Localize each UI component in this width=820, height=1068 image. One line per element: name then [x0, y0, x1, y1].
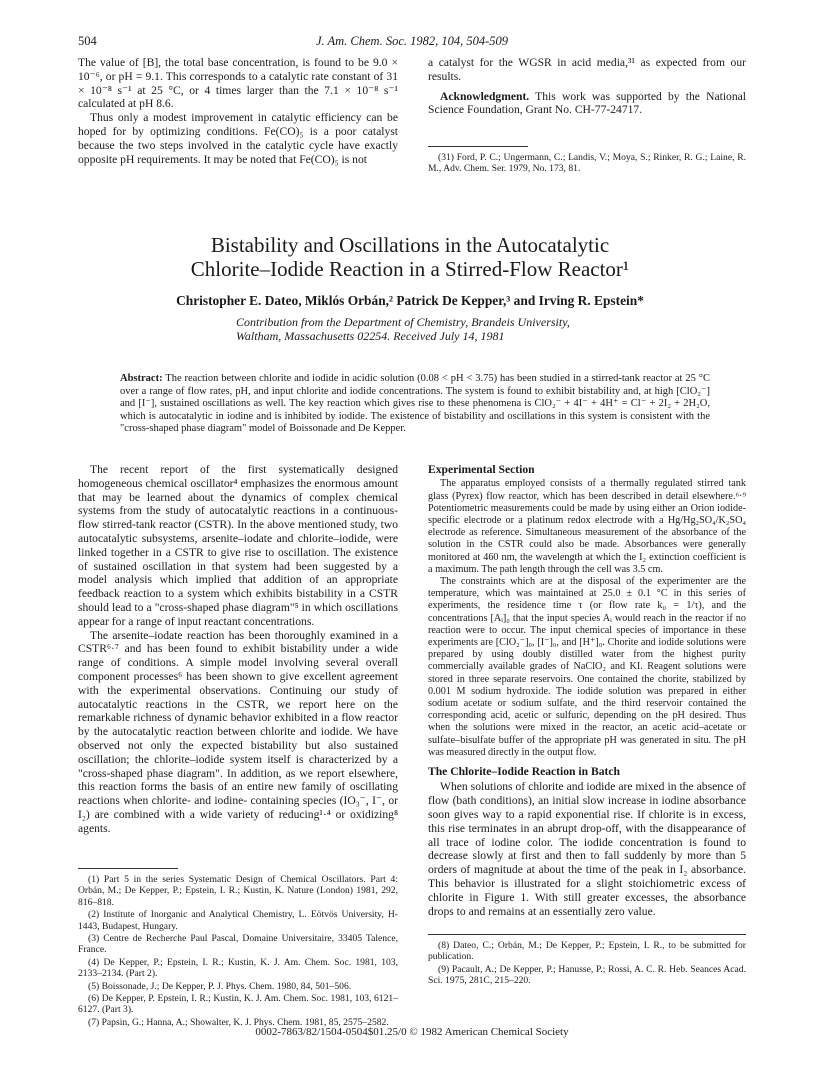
footnote-8: (8) Dateo, C.; Orbán, M.; De Kepper, P.; Epstein, I. R., to be submitted for publication.	[428, 940, 746, 963]
acknowledgment-heading: Acknowledgment.	[440, 89, 530, 103]
affiliation-line-1: Contribution from the Department of Chemistry, Brandeis University,	[236, 315, 570, 329]
prev-article-left-column	[78, 56, 398, 166]
abstract-text: The reaction between chlorite and iodide in acidic solution (0.08 < pH < 3.75) has been studied in a stirred-tank reactor at 25 °C over a range of flow rates, pH, and input chlorite and iodide concentrations. The system is found to exhibit bistability and, at high [ClO₂⁻] and [I⁻], sustained oscillations as well. The key reaction which gives rise to these phenomena is ClO₂⁻ + 4I⁻ + 4H⁺ = Cl⁻ + 2I₂ + 2H₂O, which is autocatalytic in iodine and is inhibited by iodide. The existence of bistability and oscillations in this system is consistent with the "cross-shaped phase diagram" model of Boissonade and De Kepper.	[120, 373, 710, 435]
page-footer: 0002-7863/82/1504-0504$01.25/0 © 1982 American Chemical Society	[255, 1026, 569, 1038]
prev-footnotes	[428, 152, 746, 176]
footnote-rule-top	[428, 146, 528, 147]
running-header	[78, 34, 746, 50]
article-title	[100, 233, 720, 281]
affiliation-line-2: Waltham, Massachusetts 02254. Received July 14, 1981	[236, 329, 505, 343]
footnote-9: (9) Pacault, A.; De Kepper, P.; Hanusse, P.; Rossi, A. C. R. Heb. Seances Acad. Sci. 1975, 281C, 215–220.	[428, 963, 746, 987]
batch-paragraph-1: When solutions of chlorite and iodide are mixed in the absence of flow (bath conditions), an initial slow increase in iodine absorbance soon gives way to a rapid exponential rise. If chlorite is in excess, this rise terminates in an abrupt drop-off, with the disappearance of all trace of iodine color. The iodide concentration is found to decrease slowly at first and then to fall suddenly by more than 5 orders of magnitude at about the time of the peak in I₂ absorbance. This behavior is illustrated for a slight stoichiometric excess of chlorite in Figure 1. With still greater excesses, the absorbance drops to and remains at an essentially zero value.	[428, 780, 746, 918]
footnote-rule-right	[428, 934, 746, 935]
footnote-4: (4) De Kepper, P.; Epstein, I. R.; Kustin, K. J. Am. Chem. Soc. 1981, 103, 2133–2134. (Part 2).	[78, 956, 398, 980]
body-right-column	[428, 463, 746, 918]
experimental-paragraph-1: The apparatus employed consists of a thermally regulated stirred tank glass (Pyrex) flow reactor, which has been described in detail elsewhere.⁶·⁹ Potentiometric measurements could be made by using either an Orion iodide-specific electrode or a platinum redox electrode with a Hg/Hg₂SO₄/K₂SO₄ electrode as reference. Simultaneous measurement of the absorbance of the solution in the CSTR could also be made. Absorbances were generally monitored at 460 nm, the wavelength at which the I₂ extinction coefficient is a maximum. The path length through the cell was 3.5 cm.	[428, 478, 746, 575]
footnote-3: (3) Centre de Recherche Paul Pascal, Domaine Universitaire, 33405 Talence, France.	[78, 933, 398, 956]
footnote-2: (2) Institute of Inorganic and Analytical Chemistry, L. Eötvös University, H-1443, Budapest, Hungary.	[78, 909, 398, 932]
prev-article-right-column	[428, 56, 746, 117]
prev-right-paragraph-1: a catalyst for the WGSR in acid media,³¹ as expected from our results.	[428, 56, 746, 83]
footnote-7: (7) Papsin, G.; Hanna, A.; Showalter, K. J. Phys. Chem. 1981, 85, 2575–2582.	[88, 1016, 389, 1028]
abstract	[120, 373, 710, 436]
footnotes-right	[428, 940, 746, 988]
body-left-column	[78, 463, 398, 836]
experimental-paragraph-2: The constraints which are at the disposal of the experimenter are the temperature, which was maintained at 25.0 ± 0.1 °C in this series of experiments, the residence time τ (or flow rate k₀ = 1/τ), and the concentrations [Aᵢ]₀ that the input species Aᵢ would reach in the reactor if no reaction were to occur. The input chemical species of importance in these experiments are [ClO₂⁻]₀, [I⁻]₀, and [H⁺]₀. Chorite and iodide solutions were prepared by using doubly distilled water from the highest purity commercially available grades of NaClO₂ and KI. Reagent solutions were stored in three separate reservoirs. One contained the chorite, stabilized by 0.001 M sodium hydroxide. The iodide solution was prepared in either sodium acetate or sodium sulfate, and the third reservoir contained the corresponding acid, acetic or sulfuric, depending on the pH desired. Thus when the solutions were mixed in the reactor, an acetic acid–acetate or sulfate–bisulfate buffer of the appropriate pH was generated in situ. The pH was measured directly in the output flow.	[428, 576, 746, 758]
footnote-1: (1) Part 5 in the series Systematic Design of Chemical Oscillators. Part 4: Orbán, M.; De Kepper, P.; Epstein, I. R.; Kustin, K. Nature (London) 1981, 292, 816–818.	[78, 874, 398, 908]
author-list: Christopher E. Dateo, Miklós Orbán,² Patrick De Kepper,³ and Irving R. Epstein*	[176, 293, 644, 308]
batch-section-heading: The Chlorite–Iodide Reaction in Batch	[428, 765, 620, 779]
journal-citation: J. Am. Chem. Soc. 1982, 104, 504-509	[315, 34, 509, 48]
footnotes-left	[78, 874, 398, 1029]
experimental-section-heading: Experimental Section	[428, 463, 535, 476]
footnote-5: (5) Boissonade, J.; De Kepper, P. J. Phys. Chem. 1980, 84, 501–506.	[88, 980, 352, 992]
article-title-line-1: Bistability and Oscillations in the Autocatalytic	[210, 233, 610, 257]
prev-left-paragraph-2: Thus only a modest improvement in catalytic efficiency can be hoped for by optimizing conditions. Fe(CO)₅ is a poor catalyst because the two steps involved in the catalytic cycle have exactly opposite pH requirements. It may be noted that Fe(CO)₅ is not	[78, 111, 398, 166]
affiliation	[236, 315, 656, 343]
intro-paragraph-2: The arsenite–iodate reaction has been thoroughly examined in a CSTR⁶·⁷ and has been found to exhibit bistability under a wide range of conditions. A simple model involving several overall component processes⁶ has been shown to give excellent agreement with the experimental observations. Continuing our study of autocatalytic reactions in the CSTR, we report here on the remarkable richness of dynamic behavior exhibited in a flow reactor by the autocatalytic reaction between chlorite and iodide. We have observed not only the expected bistability but also sustained oscillation; the chlorite–iodide system itself is characterized by a "cross-shaped phase diagram". In addition, as we report elsewhere, this reaction forms the basis of an entire new family of oscillating reactions when chlorite- and iodine- containing species (IO₃⁻, I⁻, or I₂) are combined with a wide variety of reducing¹·⁴ or oxidizing⁸ agents.	[78, 628, 398, 835]
footnote-6: (6) De Kepper, P. Epstein, I. R.; Kustin, K. J. Am. Chem. Soc. 1981, 103, 6121–6127. (Part 3).	[78, 993, 398, 1016]
acknowledgment-text: This work was supported by the National Science Foundation, Grant No. CH-77-24717.	[428, 89, 746, 117]
footnote-31: (31) Ford, P. C.; Ungermann, C.; Landis, V.; Moya, S.; Rinker, R. G.; Laine, R. M., Adv. Chem. Ser. 1979, No. 173, 81.	[428, 152, 746, 175]
article-title-line-2: Chlorite–Iodide Reaction in a Stirred-Flow Reactor¹	[190, 257, 630, 281]
page-number: 504	[78, 34, 97, 48]
footnote-rule-left	[78, 868, 178, 869]
prev-left-paragraph-1: The value of [B], the total base concentration, is found to be 9.0 × 10⁻⁶, or pH = 9.1. This corresponds to a catalytic rate constant of 31 × 10⁻⁸ s⁻¹ at 25 °C, or 4 times larger than the 7.1 × 10⁻⁸ s⁻¹ calculated at pH 8.6.	[78, 56, 398, 111]
intro-paragraph-1: The recent report of the first systematically designed homogeneous chemical oscillator⁴ emphasizes the enormous amount that may be learned about the dynamics of complex chemical systems from the study of autocatalytic reactions in a continuous-flow stirred-tank reactor (CSTR). In the above mentioned study, two autocatalytic subsystems, arsenite–iodate and chlorite–iodide, were linked together in a CSTR to give rise to oscillation. The existence of sustained oscillation in that system had been suggested by a model analysis which implied that addition of an appropriate feedback reaction to a system which exhibits bistability in a CSTR should lead to a "cross-shaped phase diagram"⁵ in which oscillations appear for a range of input reactant concentrations.	[78, 463, 398, 628]
abstract-label: Abstract:	[120, 373, 163, 384]
acknowledgment-paragraph	[428, 90, 746, 118]
